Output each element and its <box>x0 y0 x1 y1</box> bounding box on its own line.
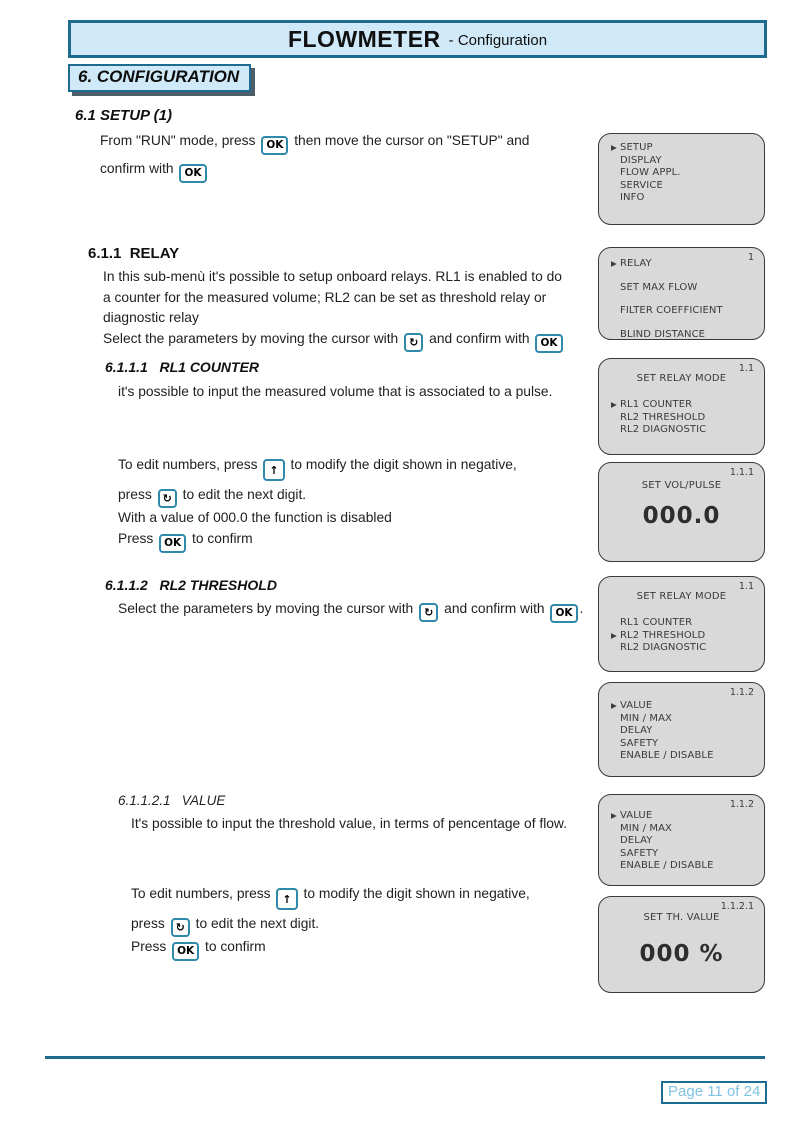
page-number-badge: Page 11 of 24 <box>661 1081 767 1104</box>
lcd-screen-ref: 1.1.1 <box>729 467 754 478</box>
value-paragraph <box>131 814 631 835</box>
lcd-screen-setup-menu <box>598 247 765 340</box>
lcd-screen-title: SET RELAY MODE <box>636 591 727 602</box>
cursor-icon <box>611 750 620 763</box>
lcd-item-label: RL2 THRESHOLD <box>620 629 706 641</box>
cursor-icon <box>611 725 620 738</box>
lcd-menu-item <box>611 810 760 823</box>
lcd-item-label: BLIND DISTANCE <box>620 328 706 340</box>
cursor-icon: ▶ <box>611 259 617 268</box>
text-line: diagnostic relay <box>103 310 199 325</box>
text-segment: and confirm with <box>429 330 530 346</box>
cursor-icon <box>611 167 620 180</box>
lcd-menu-item <box>611 180 760 193</box>
lcd-item-label: RL2 THRESHOLD <box>620 411 706 423</box>
ok-key-icon: OK <box>179 164 206 183</box>
text-segment: to edit the next digit. <box>195 916 320 931</box>
document-subtitle: - Configuration <box>448 32 548 49</box>
text-segment: press <box>131 916 165 931</box>
lcd-menu-item <box>611 276 760 300</box>
text-line <box>100 159 600 183</box>
lcd-item-label: RL1 COUNTER <box>620 617 693 628</box>
lcd-item-label: RL2 DIAGNOSTIC <box>620 424 707 435</box>
lcd-menu-item <box>611 835 760 848</box>
text-segment: To edit numbers, press <box>131 886 271 901</box>
lcd-value: 000.0 <box>642 503 721 529</box>
cursor-icon <box>611 412 620 425</box>
ok-key-icon: OK <box>550 604 577 623</box>
document-title: FLOWMETER <box>287 25 441 52</box>
cursor-icon: ▶ <box>611 630 617 640</box>
lcd-menu-item <box>611 412 760 425</box>
ok-key-icon: OK <box>261 136 288 155</box>
text-segment: to confirm <box>192 530 253 546</box>
text-line: it's possible to input the measured volume that is associated to a pulse. <box>118 384 553 399</box>
lcd-item-label: DELAY <box>620 725 653 736</box>
up-key-icon: ↑ <box>276 888 297 910</box>
cursor-icon <box>611 617 620 630</box>
lcd-menu <box>611 810 760 873</box>
text-line: In this sub-menù it's possible to setup onboard relays. RL1 is enabled to do <box>103 269 562 284</box>
scroll-key-icon: ↻ <box>419 603 438 622</box>
text-line <box>103 329 623 353</box>
document-header <box>68 20 767 58</box>
lcd-item-label: SETUP <box>620 142 653 153</box>
text-line <box>118 455 628 481</box>
text-line: It's possible to input the threshold value, in terms of pencentage of flow. <box>131 816 567 831</box>
lcd-menu-item <box>611 424 760 437</box>
lcd-item-label: MIN / MAX <box>620 712 673 724</box>
text-line <box>100 131 600 155</box>
text-line <box>131 884 641 910</box>
text-line <box>118 529 628 553</box>
text-segment: Press <box>118 530 154 546</box>
text-line <box>118 599 638 623</box>
ok-key-icon: OK <box>172 942 199 961</box>
text-segment: then move the cursor on "SETUP" and <box>294 133 530 148</box>
lcd-menu-item <box>611 192 760 205</box>
lcd-menu-item <box>611 725 760 738</box>
lcd-item-label: SET MAX FLOW <box>620 281 698 293</box>
ok-key-icon: OK <box>535 334 562 353</box>
lcd-item-label: ENABLE / DISABLE <box>620 860 714 871</box>
lcd-screen-ref: 1.1 <box>738 363 754 374</box>
cursor-icon: ▶ <box>611 701 617 710</box>
cursor-icon <box>611 848 620 861</box>
lcd-menu-item <box>611 630 760 643</box>
lcd-menu-item <box>611 167 760 180</box>
lcd-item-label: INFO <box>620 192 645 203</box>
text-segment: to modify the digit shown in negative, <box>290 457 517 472</box>
lcd-item-label: FILTER COEFFICIENT <box>620 305 723 316</box>
lcd-item-label: RELAY <box>620 258 652 269</box>
lcd-menu-item <box>611 617 760 630</box>
lcd-screen-main-menu <box>598 133 765 225</box>
footer-rule <box>45 1056 765 1059</box>
text-segment: confirm with <box>100 161 174 176</box>
cursor-icon: ▶ <box>611 400 617 409</box>
lcd-screen-vol-pulse <box>598 462 765 562</box>
cursor-icon: ▶ <box>611 811 617 820</box>
heading-rl1-counter: 6.1.1.1 RL1 COUNTER <box>105 359 260 375</box>
lcd-screen-relay-mode-2 <box>598 576 765 672</box>
lcd-screen-ref: 1.1 <box>738 581 754 592</box>
lcd-screen-ref: 1.1.2 <box>729 687 754 698</box>
lcd-item-label: SAFETY <box>620 847 659 859</box>
lcd-item-label: VALUE <box>620 700 653 711</box>
edit-instructions-1 <box>118 455 628 553</box>
relay-paragraph <box>103 267 623 353</box>
rl1-counter-paragraph <box>118 382 618 403</box>
cursor-icon <box>611 642 620 655</box>
lcd-menu <box>611 399 760 437</box>
lcd-item-label: RL1 COUNTER <box>620 399 693 410</box>
text-line <box>118 485 628 508</box>
text-segment: From "RUN" mode, press <box>100 133 256 148</box>
lcd-menu-item <box>611 860 760 873</box>
lcd-item-label: ENABLE / DISABLE <box>620 750 714 761</box>
cursor-icon: ▶ <box>611 143 617 152</box>
lcd-screen-title: SET VOL/PULSE <box>641 480 722 491</box>
heading-setup: 6.1 SETUP (1) <box>75 107 172 124</box>
setup-paragraph <box>100 131 600 183</box>
lcd-menu-item <box>611 299 760 323</box>
lcd-menu-item <box>611 155 760 168</box>
text-segment: and confirm with <box>444 601 545 616</box>
lcd-menu-item <box>611 738 760 751</box>
heading-value: 6.1.1.2.1 VALUE <box>118 793 226 808</box>
lcd-screen-th-value <box>598 896 765 993</box>
lcd-screen-threshold-menu-1 <box>598 682 765 777</box>
cursor-icon <box>611 860 620 873</box>
lcd-menu-item <box>611 642 760 655</box>
lcd-screen-title: SET RELAY MODE <box>636 373 727 384</box>
cursor-icon <box>611 155 620 168</box>
text-segment: . <box>579 601 584 616</box>
text-segment: press <box>118 487 152 502</box>
section-banner: 6. CONFIGURATION <box>68 64 251 92</box>
lcd-value: 000 % <box>639 941 724 967</box>
lcd-menu-item <box>611 750 760 763</box>
lcd-screen-threshold-menu-2 <box>598 794 765 886</box>
lcd-screen-title: SET TH. VALUE <box>643 912 720 923</box>
lcd-item-label: VALUE <box>620 810 653 821</box>
up-key-icon: ↑ <box>263 459 284 481</box>
text-line <box>131 937 641 961</box>
text-segment: to confirm <box>205 939 266 954</box>
lcd-screen-relay-mode-1 <box>598 358 765 455</box>
lcd-item-label: SERVICE <box>620 179 663 191</box>
text-segment: Press <box>131 939 167 954</box>
scroll-key-icon: ↻ <box>404 333 423 352</box>
lcd-menu <box>611 617 760 655</box>
edit-instructions-2 <box>131 884 641 961</box>
text-line: With a value of 000.0 the function is disabled <box>118 510 392 525</box>
text-segment: Select the parameters by moving the cursor with <box>103 330 399 346</box>
lcd-item-label: RL2 DIAGNOSTIC <box>620 642 707 653</box>
lcd-menu <box>611 142 760 205</box>
ok-key-icon: OK <box>159 534 186 553</box>
scroll-key-icon: ↻ <box>158 489 177 508</box>
text-line <box>131 914 641 937</box>
lcd-menu-item <box>611 700 760 713</box>
text-segment: Select the parameters by moving the cursor with <box>118 601 414 616</box>
cursor-icon <box>611 424 620 437</box>
text-line: a counter for the measured volume; RL2 can be set as threshold relay or <box>103 289 547 305</box>
lcd-menu <box>611 700 760 763</box>
lcd-menu-item <box>611 823 760 836</box>
lcd-screen-ref: 1.1.2 <box>729 799 754 810</box>
lcd-menu-item <box>611 713 760 726</box>
cursor-icon <box>611 323 620 347</box>
lcd-menu-item <box>611 252 760 276</box>
cursor-icon <box>611 192 620 205</box>
lcd-menu-item <box>611 142 760 155</box>
lcd-item-label: DISPLAY <box>620 154 662 166</box>
cursor-icon <box>611 276 620 300</box>
cursor-icon <box>611 299 620 323</box>
cursor-icon <box>611 738 620 751</box>
heading-relay: 6.1.1 RELAY <box>88 245 180 262</box>
scroll-key-icon: ↻ <box>171 918 190 937</box>
cursor-icon <box>611 835 620 848</box>
text-segment: to modify the digit shown in negative, <box>303 886 530 901</box>
heading-rl2-threshold: 6.1.1.2 RL2 THRESHOLD <box>105 577 277 593</box>
lcd-screen-ref: 1.1.2.1 <box>720 901 754 912</box>
lcd-menu-item <box>611 848 760 861</box>
text-segment: to edit the next digit. <box>182 487 307 502</box>
lcd-screen-ref: 1 <box>747 252 754 263</box>
lcd-item-label: FLOW APPL. <box>620 167 681 178</box>
cursor-icon <box>611 823 620 836</box>
lcd-menu <box>611 252 760 346</box>
lcd-item-label: DELAY <box>620 835 653 846</box>
lcd-item-label: SAFETY <box>620 737 659 749</box>
lcd-menu-item <box>611 399 760 412</box>
lcd-menu-item <box>611 323 760 347</box>
cursor-icon <box>611 713 620 726</box>
lcd-item-label: MIN / MAX <box>620 822 673 834</box>
text-segment: To edit numbers, press <box>118 457 258 472</box>
rl2-threshold-paragraph <box>118 599 638 623</box>
cursor-icon <box>611 180 620 193</box>
